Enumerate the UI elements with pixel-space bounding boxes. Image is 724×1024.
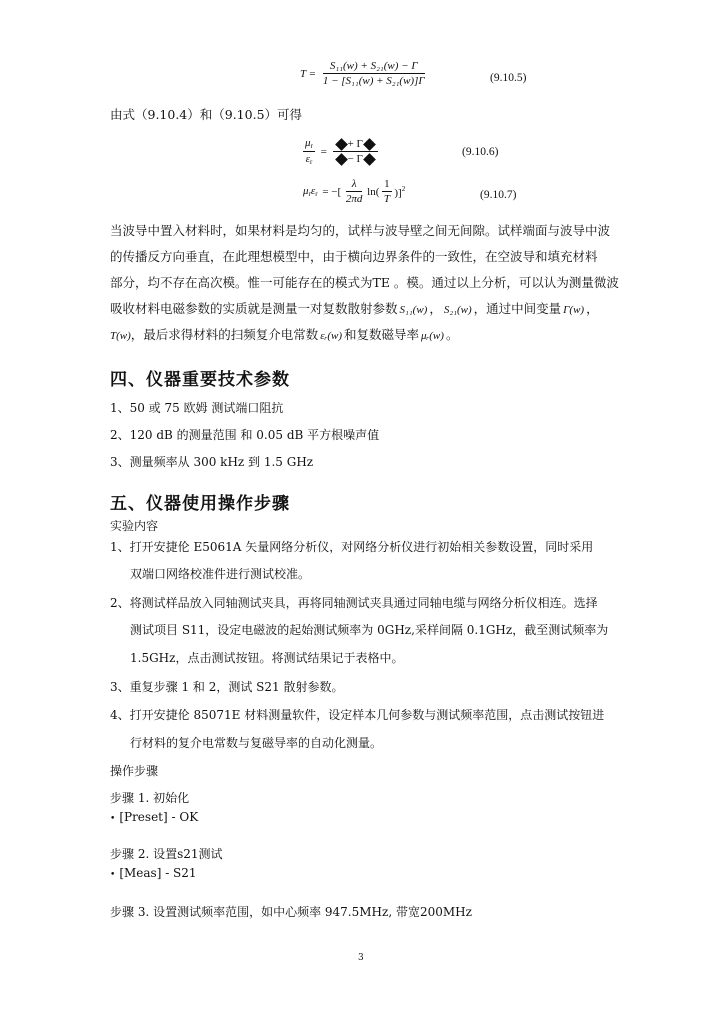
eq-9-10-5-denominator: 1 − [S₁₁(w) + S₂₁(w)]Γ	[322, 75, 425, 87]
placeholder-glyph-icon	[335, 138, 348, 151]
paragraph-line-4	[110, 302, 599, 317]
page-number: 3	[358, 953, 364, 963]
paragraph-line-5-text-a: ，最后求得材料的扫频复介电常数	[130, 327, 319, 342]
eq-9-10-6-lhs-fraction	[303, 137, 315, 166]
section-4-title: 四、仪器重要技术参数	[110, 370, 290, 390]
eq-9-10-6-equals: =	[320, 145, 327, 158]
eq-9-10-6-number: (9.10.6)	[462, 146, 499, 158]
bullet-icon: •	[110, 870, 116, 880]
equation-9-10-7	[303, 178, 405, 205]
section-4-item-3: 3、测量频率从 300 kHz 到 1.5 GHz	[110, 455, 314, 469]
eq-9-10-5-lhs: T =	[300, 67, 317, 80]
eq-9-10-7-frac2	[382, 178, 392, 205]
paragraph-line-1: 当波导中置入材料时，如果材料是均匀的，试样与波导壁之间无间隙。试样端面与波导中波	[110, 223, 611, 238]
eq-9-10-5-number: (9.10.5)	[490, 72, 527, 84]
step-2-bullet-text: [Meas] - S21	[119, 866, 197, 880]
s11-symbol: S₁₁(w)	[399, 304, 428, 316]
paragraph-line-2: 的传播反方向垂直，在此理想模型中，由于横向边界条件的一致性，在空波导和填充材料	[110, 249, 598, 264]
ops-title: 操作步骤	[110, 764, 159, 778]
gamma-symbol: Γ(w)	[563, 304, 585, 316]
section-5-item-1-line-1: 1、打开安捷伦 E5061A 矢量网络分析仪，对网络分析仪进行初始相关参数设置，同时采用	[110, 540, 594, 554]
eq-9-10-7-mu-sub: r	[308, 190, 311, 198]
s21-symbol: S₂₁(w)	[443, 304, 472, 316]
eq-9-10-7-square: 2	[401, 184, 406, 193]
eps-symbol: εᵣ(w)	[320, 330, 343, 342]
section-5-item-2-line-1: 2、将测试样品放入同轴测试夹具，再将同轴测试夹具通过同轴电缆与网络分析仪相连。选择	[110, 596, 598, 610]
mu-symbol: μᵣ(w)	[421, 330, 444, 342]
eq-9-10-7-number: (9.10.7)	[480, 189, 517, 201]
eq-9-10-7-eps: ε	[310, 185, 316, 197]
eq-9-10-7-equals: = −[	[322, 185, 342, 198]
step-3-title: 步骤 3. 设置测试频率范围，如中心频率 947.5MHz, 带宽200MHz	[110, 905, 472, 919]
eq-9-10-7-close: )]	[394, 186, 402, 199]
eq-9-10-7-frac1	[346, 178, 363, 205]
eq-9-10-7-2pid: 2πd	[345, 193, 363, 205]
eq-9-10-7-lambda: λ	[346, 178, 363, 192]
section-5-item-4-line-2: 行材料的复介电常数与复磁导率的自动化测量。	[130, 736, 383, 750]
paragraph-line-4-text-c: ，通过中间变量	[473, 301, 562, 316]
eq-9-10-6-num-op: + Γ	[347, 138, 363, 150]
step-2-bullet	[110, 866, 197, 882]
eq-9-10-5-fraction	[323, 60, 425, 87]
section-4-item-1: 1、50 或 75 欧姆 测试端口阻抗	[110, 401, 284, 415]
section-5-item-2-line-2: 测试项目 S11，设定电磁波的起始测试频率为 0GHz,采样间隔 0.1GHz，截至测试频率为	[130, 623, 609, 637]
step-1-bullet	[110, 810, 198, 826]
eq-9-10-6-mu-sub: r	[310, 142, 313, 150]
eq-9-10-7-t: T	[383, 193, 390, 205]
section-4-item-2: 2、120 dB 的测量范围 和 0.05 dB 平方根噪声值	[110, 428, 380, 442]
placeholder-glyph-icon	[335, 153, 348, 166]
paragraph-line-5	[110, 328, 458, 343]
t-symbol: T(w)	[110, 330, 131, 342]
eq-9-10-7-one: 1	[384, 178, 390, 190]
paragraph-line-4-comma: ，	[429, 301, 442, 316]
eq-9-10-7-eps-sub: r	[315, 190, 318, 198]
paragraph-line-5-period: 。	[445, 327, 459, 342]
eq-9-10-7-ln: ln(	[367, 185, 380, 198]
paragraph-line-5-text-b: 和复数磁导率	[344, 327, 420, 342]
equation-9-10-6	[303, 137, 378, 166]
paragraph-line-4-text-a: 吸收材料电磁参数的实质就是测量一对复数散射参数	[110, 301, 398, 316]
section-5-item-1-line-2: 双端口网络校准件进行测试校准。	[130, 567, 311, 581]
paragraph-line-3: 部分，均不存在高次模。惟一可能存在的模式为TE 。模。通过以上分析，可以认为测量微波	[110, 275, 619, 290]
step-2-title: 步骤 2. 设置s21测试	[110, 847, 223, 861]
section-5-subtitle: 实验内容	[110, 519, 159, 533]
placeholder-glyph-icon	[363, 138, 376, 151]
intro-text: 由式（9.10.4）和（9.10.5）可得	[110, 107, 303, 122]
eq-9-10-6-rhs-fraction	[333, 138, 378, 165]
section-5-title: 五、仪器使用操作步骤	[110, 494, 290, 514]
paragraph-line-4-comma-2: ，	[586, 301, 599, 316]
eq-9-10-6-den-op: − Γ	[347, 153, 363, 165]
eq-9-10-7-mu: μ	[303, 185, 309, 197]
section-5-item-2-line-3: 1.5GHz，点击测试按钮。将测试结果记于表格中。	[130, 651, 404, 665]
eq-9-10-5-numerator: S₁₁(w) + S₂₁(w) − Γ	[323, 60, 425, 74]
step-1-bullet-text: [Preset] - OK	[119, 810, 199, 824]
placeholder-glyph-icon	[363, 153, 376, 166]
equation-9-10-5	[300, 60, 425, 87]
eq-9-10-6-mu: μ	[305, 137, 311, 149]
eq-9-10-6-eps: ε	[305, 153, 310, 165]
bullet-icon: •	[110, 814, 116, 824]
eq-9-10-6-eps-sub: r	[309, 158, 313, 166]
section-5-item-4-line-1: 4、打开安捷伦 85071E 材料测量软件，设定样本几何参数与测试频率范围，点击测试按钮进	[110, 708, 605, 722]
step-1-title: 步骤 1. 初始化	[110, 791, 190, 805]
section-5-item-3: 3、重复步骤 1 和 2，测试 S21 散射参数。	[110, 680, 344, 694]
